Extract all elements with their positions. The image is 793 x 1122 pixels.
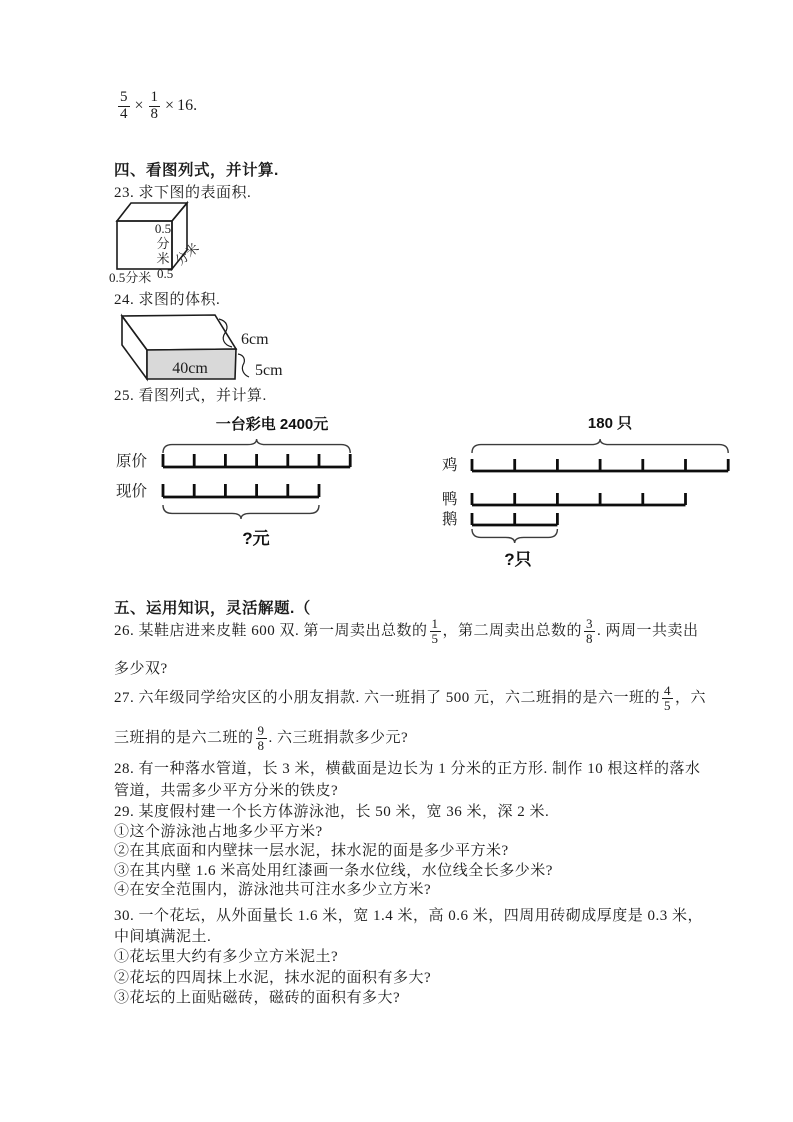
question-27 bbox=[114, 678, 710, 758]
cube-figure bbox=[108, 198, 220, 292]
math-expression bbox=[116, 90, 197, 123]
question-29-intro: 29. 某度假村建一个长方体游泳池，长 50 米，宽 36 米，深 2 米. bbox=[114, 804, 550, 820]
fraction-numerator: 1 bbox=[150, 89, 159, 105]
box-length-label: 40cm bbox=[172, 360, 208, 377]
bar-row bbox=[472, 459, 728, 471]
poultry-bar-diagram bbox=[437, 403, 737, 575]
fraction-denominator: 5 bbox=[664, 698, 672, 714]
diagram-answer: ?只 bbox=[504, 550, 532, 569]
question-30-item-3: ③花坛的上面贴磁砖，磁砖的面积有多大? bbox=[114, 990, 401, 1007]
question-27-text: . 六三班捐款多少元? bbox=[268, 730, 409, 746]
question-26-text: . 两周一共卖出多少双? bbox=[114, 623, 699, 677]
box-height-label: 5cm bbox=[255, 362, 283, 379]
diagram-title: 一台彩电 2400元 bbox=[215, 416, 329, 433]
fraction-numerator: 9 bbox=[257, 723, 265, 739]
fraction-numerator: 4 bbox=[664, 683, 672, 699]
top-brace bbox=[472, 439, 728, 453]
bar-row-label: 原价 bbox=[116, 453, 148, 470]
bar-row-label: 鸡 bbox=[442, 457, 458, 474]
question-26 bbox=[114, 612, 710, 688]
fraction-numerator: 1 bbox=[431, 616, 439, 632]
cube-depth-edge-value: 0.5 bbox=[157, 266, 174, 281]
diagram-title: 180 只 bbox=[587, 415, 633, 432]
cube-side-label-unit1: 分 bbox=[156, 236, 170, 251]
question-27-text: 27. 六年级同学给灾区的小朋友捐款. 六一班捐了 500 元，六二班捐的是六一班的 bbox=[114, 690, 661, 706]
box-depth-label: 6cm bbox=[241, 331, 269, 348]
bar-row-label: 鸭 bbox=[442, 491, 458, 508]
bar-row-label: 鹅 bbox=[442, 511, 458, 528]
tv-price-bar-diagram bbox=[108, 403, 388, 573]
fraction-numerator: 3 bbox=[586, 616, 594, 632]
multiply-operator: × bbox=[134, 97, 144, 115]
cube-side-label-unit2: 米 bbox=[156, 251, 170, 266]
fraction bbox=[256, 724, 267, 752]
top-brace bbox=[163, 439, 350, 453]
fraction bbox=[430, 617, 441, 645]
question-30 bbox=[114, 906, 710, 1009]
fraction-denominator: 8 bbox=[257, 738, 265, 754]
question-29 bbox=[114, 803, 710, 901]
fraction-denominator: 4 bbox=[120, 105, 128, 122]
fraction-denominator: 5 bbox=[431, 631, 439, 647]
section-4-heading: 四、看图列式，并计算. bbox=[114, 162, 279, 179]
fraction-numerator: 5 bbox=[120, 89, 128, 105]
cube-depth-edge-unit: 分米 bbox=[172, 240, 202, 269]
question-29-item-2: ②在其底面和内壁抹一层水泥，抹水泥的面是多少平方米? bbox=[114, 843, 509, 860]
question-29-item-1: ①这个游泳池占地多少平方米? bbox=[114, 823, 323, 840]
fraction bbox=[584, 617, 595, 645]
fraction-denominator: 8 bbox=[586, 631, 594, 647]
box-figure bbox=[108, 306, 308, 388]
diagram-answer: ?元 bbox=[242, 529, 270, 548]
bar-row bbox=[163, 484, 319, 497]
bar-row bbox=[472, 513, 557, 525]
question-30-item-1: ①花坛里大约有多少立方米泥土? bbox=[114, 949, 339, 966]
question-30-intro: 30. 一个花坛，从外面量长 1.6 米，宽 1.4 米，高 0.6 米，四周用砖砌成厚度是 0.3 米，中间填满泥土. bbox=[114, 908, 704, 945]
height-squiggle bbox=[238, 354, 249, 377]
question-27-text: ，六三班捐的是六二班的 bbox=[114, 690, 707, 746]
cube-bottom-edge-label: 0.5分米 bbox=[109, 270, 152, 285]
question-23-label: 23. 求下图的表面积. bbox=[114, 185, 252, 201]
fraction-denominator: 8 bbox=[150, 105, 159, 122]
bar-row bbox=[163, 454, 350, 467]
question-29-item-4: ④在安全范围内，游泳池共可注水多少立方米? bbox=[114, 882, 432, 899]
section-5-heading: 五、运用知识，灵活解题.（ bbox=[114, 600, 311, 617]
question-26-text: 26. 某鞋店进来皮鞋 600 双. 第一周卖出总数的 bbox=[114, 623, 428, 639]
question-25-label: 25. 看图列式，并计算. bbox=[114, 388, 267, 404]
bottom-brace bbox=[163, 505, 319, 519]
question-26-text: ，第二周卖出总数的 bbox=[442, 623, 583, 639]
bar-row bbox=[472, 493, 686, 505]
bar-row-label: 现价 bbox=[116, 483, 148, 500]
fraction bbox=[118, 90, 130, 123]
multiply-operator: × bbox=[165, 97, 175, 115]
bottom-brace bbox=[472, 529, 557, 543]
fraction bbox=[662, 684, 673, 712]
fraction bbox=[149, 90, 161, 123]
cube-side-label-value: 0.5 bbox=[154, 221, 172, 236]
question-28: 28. 有一种落水管道，长 3 米，横截面是边长为 1 分米的正方形. 制作 10 根这样的落水管道，共需多少平方分米的铁皮? bbox=[114, 761, 701, 799]
question-24-label: 24. 求图的体积. bbox=[114, 292, 221, 308]
question-29-item-3: ③在其内壁 1.6 米高处用红漆画一条水位线，水位线全长多少米? bbox=[114, 862, 553, 879]
expression-tail: 16. bbox=[177, 97, 198, 115]
question-30-item-2: ②花坛的四周抹上水泥，抹水泥的面积有多大? bbox=[114, 969, 432, 986]
